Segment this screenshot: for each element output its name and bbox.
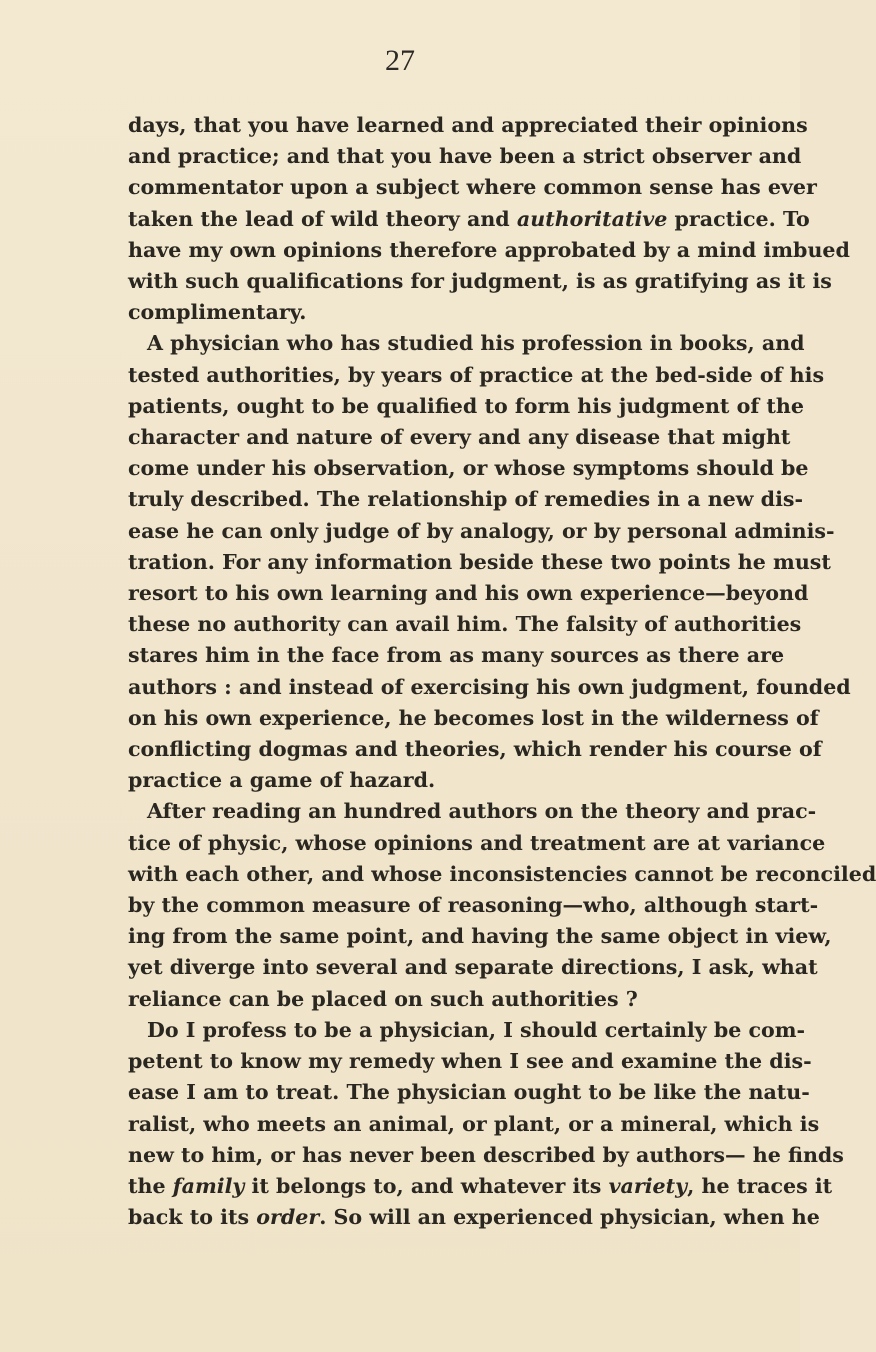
text-line: ease I am to treat. The physician ought to be like the natu-	[128, 1080, 810, 1105]
text-line: yet diverge into several and separate directions, I ask, what	[128, 955, 818, 980]
text-line: the family it belongs to, and whatever its variety, he traces it	[128, 1173, 833, 1198]
paragraph	[128, 1015, 844, 1233]
text-line: ralist, who meets an animal, or plant, or a mineral, which is	[128, 1111, 820, 1136]
paragraph	[128, 796, 876, 1014]
text-line: petent to know my remedy when I see and examine the dis-	[128, 1049, 812, 1074]
text-line: stares him in the face from as many sources as there are	[128, 643, 785, 668]
text-line: authors : and instead of exercising his own judgment, founded	[128, 674, 851, 699]
text-line: Do I profess to be a physician, I should certainly be com-	[147, 1017, 806, 1042]
text-line: and practice; and that you have been a strict observer and	[128, 144, 802, 169]
text-line: reliance can be placed on such authorities ?	[128, 986, 638, 1011]
text-line: tested authorities, by years of practice at the bed-side of his	[128, 362, 825, 387]
text-line: come under his observation, or whose symptoms should be	[128, 456, 809, 481]
italic-word: authoritative	[516, 206, 668, 231]
text-line: new to him, or has never been described by authors— he finds	[128, 1142, 844, 1167]
body-text	[128, 110, 876, 1233]
italic-word: variety	[608, 1173, 688, 1198]
text-line: with each other, and whose inconsistencies cannot be reconciled	[128, 861, 876, 886]
italic-word: order	[256, 1205, 320, 1230]
text-line: A physician who has studied his profession in books, and	[147, 331, 805, 356]
paragraph	[128, 110, 850, 328]
page-number: 27	[385, 44, 415, 77]
text-line: days, that you have learned and appreciated their opinions	[128, 113, 808, 137]
text-line: complimentary.	[128, 300, 307, 325]
text-line: character and nature of every and any disease that might	[128, 425, 791, 450]
paragraph	[128, 328, 851, 796]
text-line: truly described. The relationship of remedies in a new dis-	[128, 487, 804, 512]
text-line: ease he can only judge of by analogy, or by personal adminis-	[128, 518, 835, 543]
text-line: patients, ought to be qualified to form his judgment of the	[128, 393, 804, 418]
italic-word: family	[172, 1173, 245, 1198]
text-line: these no authority can avail him. The falsity of authorities	[128, 612, 802, 637]
text-line: with such qualifications for judgment, is as gratifying as it is	[128, 269, 832, 294]
text-line: have my own opinions therefore approbated by a mind imbued	[128, 237, 850, 262]
text-line: tration. For any information beside these two points he must	[128, 549, 831, 574]
text-line: taken the lead of wild theory and authoritative practice. To	[128, 206, 810, 231]
text-line: After reading an hundred authors on the theory and prac-	[147, 799, 817, 824]
text-line: on his own experience, he becomes lost in the wilderness of	[128, 705, 819, 730]
text-line: by the common measure of reasoning—who, although start-	[128, 893, 819, 918]
text-line: practice a game of hazard.	[128, 768, 436, 793]
text-line: back to its order. So will an experienced physician, when he	[128, 1205, 820, 1230]
text-line: tice of physic, whose opinions and treatment are at variance	[128, 830, 826, 855]
text-line: resort to his own learning and his own experience—beyond	[128, 581, 809, 606]
text-line: commentator upon a subject where common sense has ever	[128, 175, 817, 200]
text-line: conflicting dogmas and theories, which render his course of	[128, 737, 822, 762]
text-line: ing from the same point, and having the same object in view,	[128, 924, 832, 949]
